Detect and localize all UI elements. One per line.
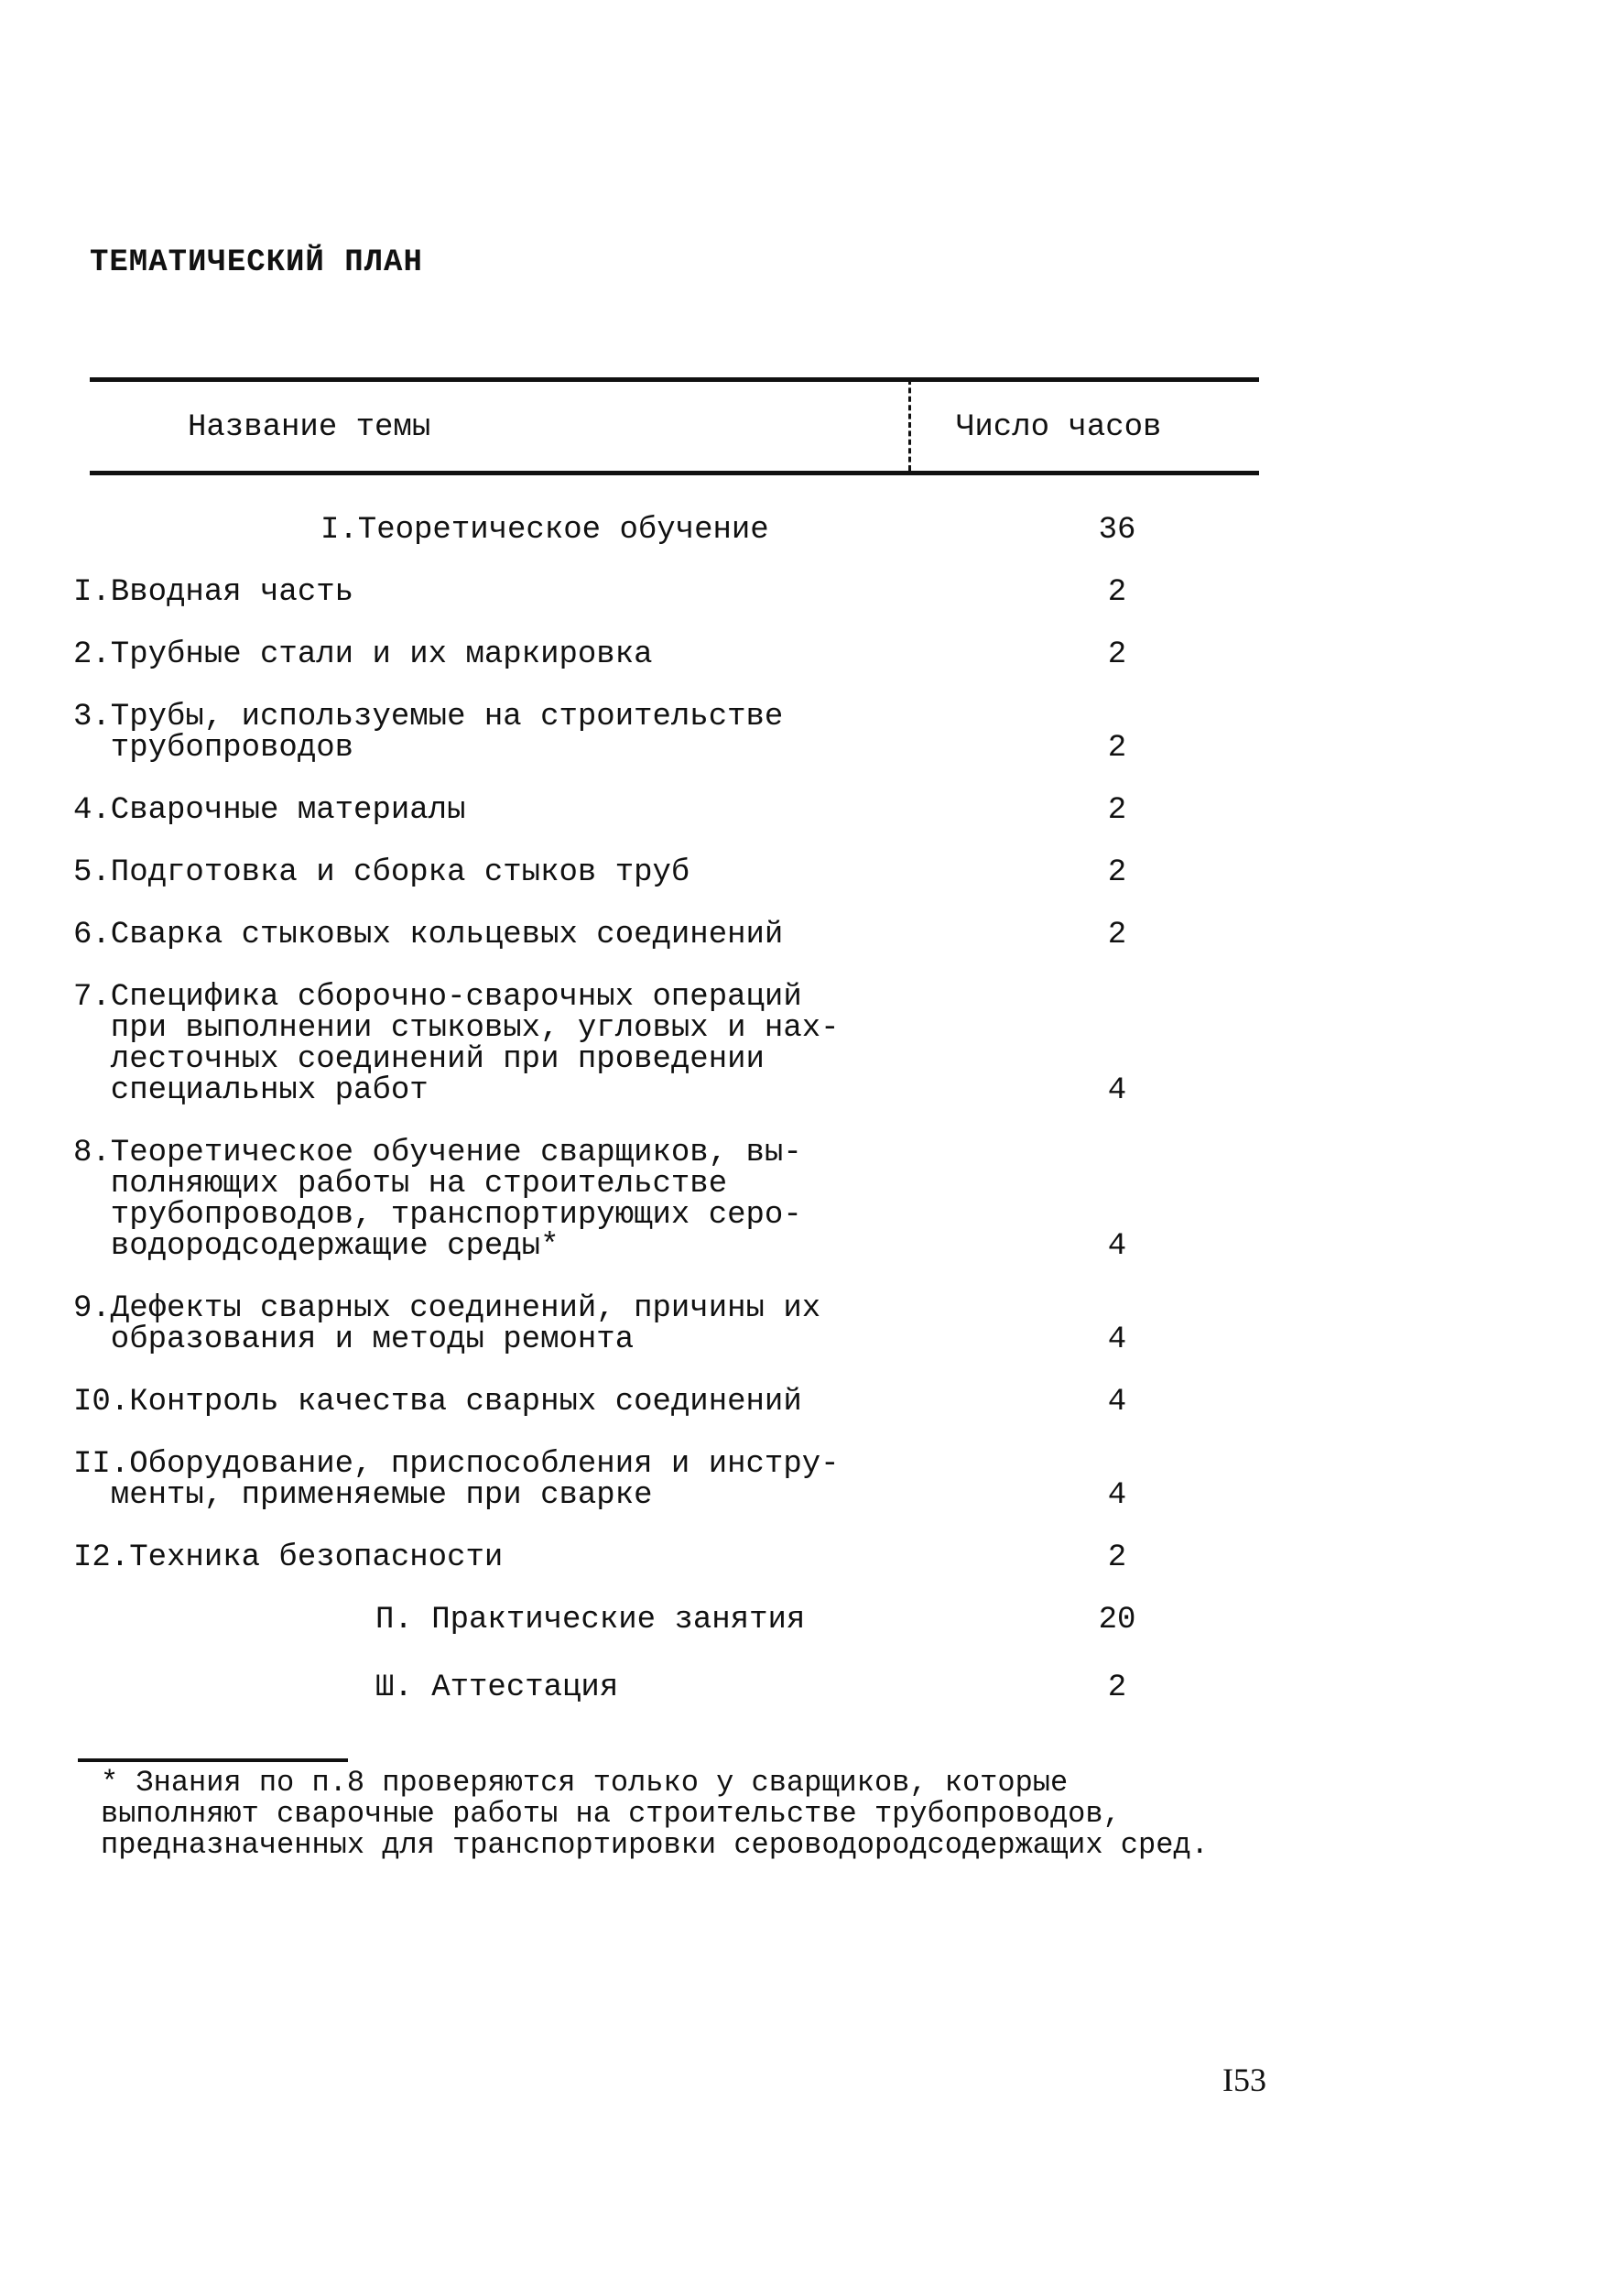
row-topic: II.Оборудование, приспособления и инстру- менты, применяемые при сварке [73, 1447, 840, 1513]
row-hours: 4 [1107, 1478, 1127, 1513]
column-separator [908, 379, 911, 471]
row-hours: 4 [1107, 1385, 1127, 1420]
row-topic: 8.Теоретическое обучение сварщиков, вы- полняющих работы на строительстве трубопроводов, транспортирующих серо- водородсодержащие среды* [73, 1136, 802, 1264]
row-hours: 2 [1107, 918, 1127, 952]
row-hours: 4 [1107, 1322, 1127, 1357]
column-header-hours: Число часов [956, 410, 1162, 445]
footnote: * Знания по п.8 проверяются только у сварщиков, которые выполняют сварочные работы на строительстве трубопроводов, предназначенных для транспортировки сероводородсодержащих сред. [101, 1766, 1209, 1862]
row-topic: 4.Сварочные материалы [73, 793, 466, 828]
column-header-topic: Название темы [188, 410, 431, 445]
row-hours: 2 [1107, 855, 1127, 890]
row-hours: 2 [1107, 1540, 1127, 1575]
row-topic: 9.Дефекты сварных соединений, причины их образования и методы ремонта [73, 1291, 821, 1357]
page-number: I53 [1222, 2062, 1266, 2098]
table-header-rule [90, 471, 1259, 475]
row-topic: Ш. Аттестация [375, 1670, 619, 1705]
row-hours: 2 [1107, 793, 1127, 828]
row-hours: 2 [1107, 575, 1127, 610]
row-hours: 4 [1107, 1229, 1127, 1264]
footnote-rule [78, 1758, 348, 1762]
row-hours: 2 [1107, 1670, 1127, 1705]
row-topic: I.Вводная часть [73, 575, 354, 610]
row-hours: 2 [1107, 731, 1127, 766]
row-topic: 7.Специфика сборочно-сварочных операций при выполнении стыковых, угловых и нах- лесточных соединений при проведении специальных работ [73, 980, 840, 1108]
row-topic: I2.Техника безопасности [73, 1540, 504, 1575]
page-title: ТЕМАТИЧЕСКИЙ ПЛАН [90, 245, 423, 280]
row-topic: I0.Контроль качества сварных соединений [73, 1385, 802, 1420]
row-topic: I.Теоретическое обучение [320, 513, 769, 548]
row-topic: 2.Трубные стали и их маркировка [73, 637, 653, 672]
row-topic: 6.Сварка стыковых кольцевых соединений [73, 918, 784, 952]
row-hours: 36 [1098, 513, 1136, 548]
row-hours: 4 [1107, 1073, 1127, 1108]
row-hours: 2 [1107, 637, 1127, 672]
row-topic: П. Практические занятия [375, 1603, 806, 1638]
row-hours: 20 [1098, 1603, 1136, 1638]
table-top-rule [90, 377, 1259, 382]
row-topic: 3.Трубы, используемые на строительстве трубопроводов [73, 700, 784, 766]
row-topic: 5.Подготовка и сборка стыков труб [73, 855, 690, 890]
